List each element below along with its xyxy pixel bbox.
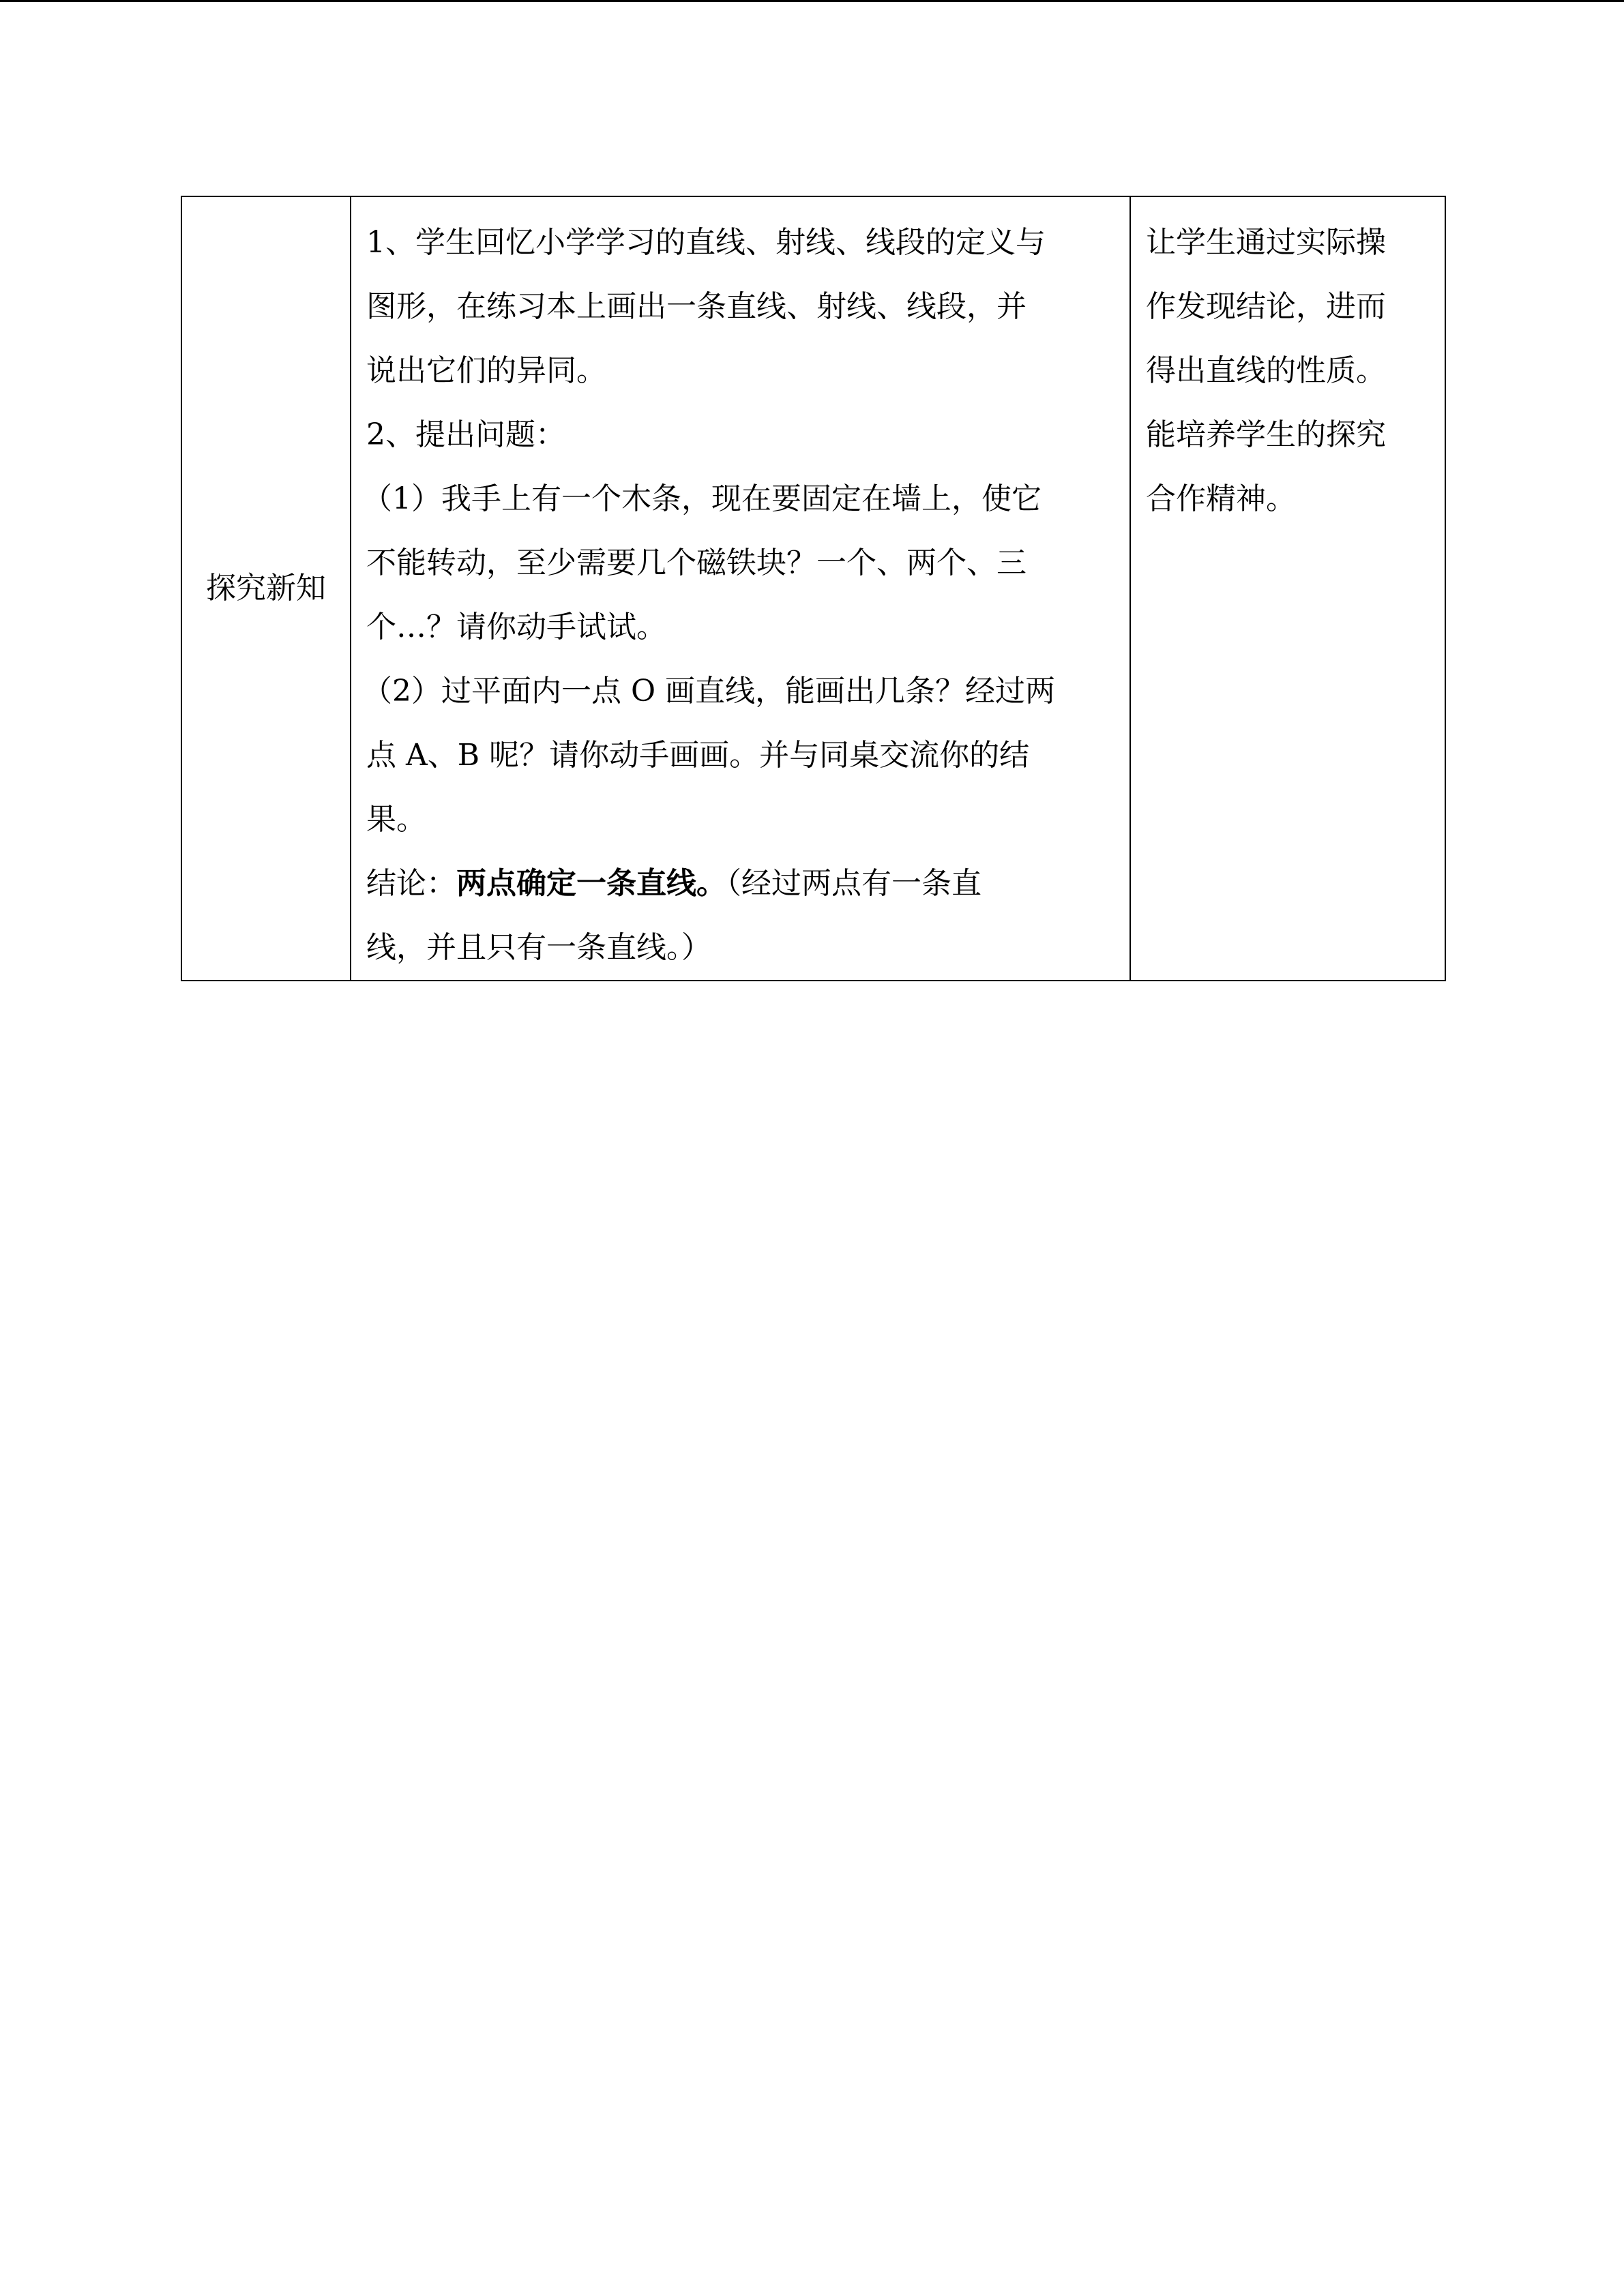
note-line: 作发现结论，进而 [1146,289,1386,324]
conclusion-line-2: 线，并且只有一条直线。） [366,930,711,965]
content-line: 点 A、B 呢？请你动手画画。并与同桌交流你的结 [366,738,1030,773]
content-line: 图形，在练习本上画出一条直线、射线、线段，并 [366,289,1027,324]
note-line: 得出直线的性质。 [1146,353,1386,388]
note-line: 合作精神。 [1146,481,1296,516]
note-line: 让学生通过实际操 [1146,225,1386,260]
content-line: 个…？请你动手试试。 [366,610,666,644]
table-row [181,196,1445,981]
design-intent-cell [1130,196,1445,981]
section-label: 探究新知 [206,571,326,606]
conclusion-prefix: 结论： [366,866,456,901]
content-line: 2、提出问题： [366,417,565,452]
content-line: （2）过平面内一点 O 画直线，能画出几条？经过两 [362,674,1056,709]
conclusion-line [366,852,1113,916]
activity-content-cell [351,196,1130,981]
conclusion-bold: 两点确定一条直线。 [456,866,726,901]
conclusion-rest: （经过两点有一条直 [726,866,981,901]
content-line: 果。 [366,802,426,837]
note-line: 能培养学生的探究 [1146,417,1386,452]
content-line: 说出它们的异同。 [366,353,606,388]
section-label-cell [181,196,351,981]
content-line: 不能转动，至少需要几个磁铁块？一个、两个、三 [366,546,1027,580]
lesson-table [181,196,1446,981]
content-line: 1、学生回忆小学学习的直线、射线、线段的定义与 [366,225,1046,260]
page-top-border [0,0,1624,2]
content-line: （1）我手上有一个木条，现在要固定在墙上，使它 [362,481,1042,516]
